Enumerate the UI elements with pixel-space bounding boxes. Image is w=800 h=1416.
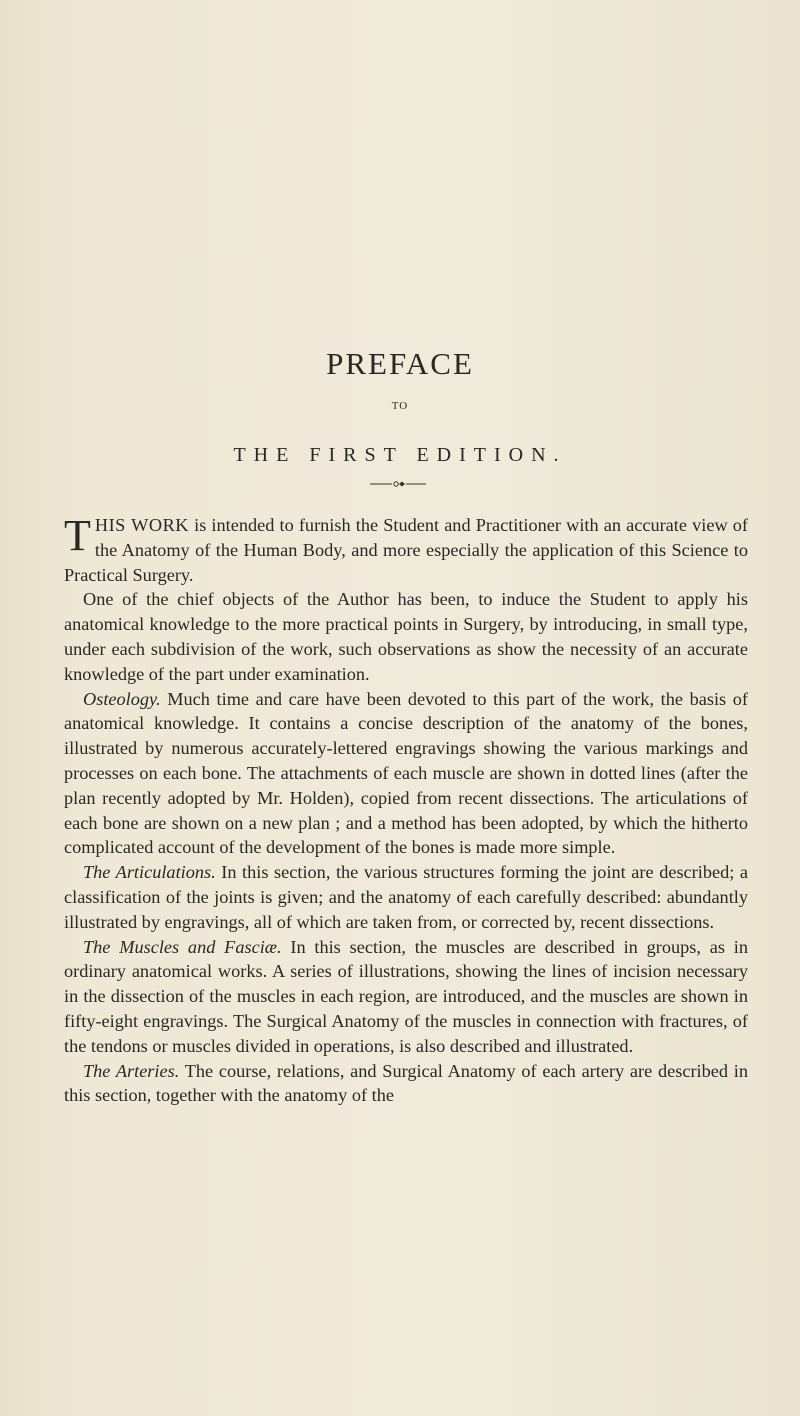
ornament-divider-icon bbox=[368, 480, 428, 488]
drop-cap: T bbox=[64, 511, 91, 560]
opening-caps: HIS WORK bbox=[94, 515, 189, 535]
paragraph-text: In this section, the various structures forming the joint are described; a classification of the joints is given; and the anatomy of each carefully described: abundantly illustrated by engravings, all of which are taken from, or corrected by, recent dissections. bbox=[64, 862, 748, 932]
paragraph-text: One of the chief objects of the Author has been, to induce the Student to apply his anatomical knowledge to the more practical points in Surgery, by introducing, in small type, under each subdivision of the work, such observations as show the necessity of an accurate knowledge of the part under examination. bbox=[64, 589, 748, 684]
section-lead: Osteology. bbox=[83, 688, 161, 709]
paragraph-text: In this section, the muscles are described in groups, as in ordinary anatomical works. A series of illustrations, showing the lines of incision necessary in the dissection of the muscles in each region, are introduced, and the muscles are shown in fifty-eight engravings. The Surgical Anatomy of the muscles in connection with fractures, of the tendons or muscles divided in operations, is also described and illustrated. bbox=[64, 936, 748, 1056]
paragraph-text: Much time and care have been devoted to this part of the work, the basis of anatomical knowledge. It contains a concise description of the anatomy of the bones, illustrated by numerous accurately-lettered engravings showing the various markings and processes on each bone. The attachments of each muscle are shown in dotted lines (after the plan recently adopted by Mr. Holden), copied from recent dissections. The articulations of each bone are shown on a new plan ; and a method has been adopted, by which the hitherto complicated account of the development of the bones is made more simple. bbox=[64, 688, 748, 858]
opening-text: is intended to furnish the Student and Practitioner with an accurate view of the Anatomy of the Human Body, and more especially the application of this Science to Practical Surgery. bbox=[64, 515, 748, 585]
section-lead: The Arteries. bbox=[83, 1060, 180, 1081]
page-title: PREFACE bbox=[326, 346, 474, 381]
section-lead: The Muscles and Fasciæ. bbox=[83, 936, 282, 957]
preface-body bbox=[64, 513, 748, 1108]
page-subtitle: THE FIRST EDITION. bbox=[233, 444, 567, 466]
paragraph-articulations bbox=[64, 860, 748, 934]
paragraph-muscles bbox=[64, 935, 748, 1059]
paragraph-osteology bbox=[64, 687, 748, 861]
section-lead: The Articulations. bbox=[83, 862, 216, 883]
title-connector: TO bbox=[391, 400, 409, 412]
opening-paragraph bbox=[64, 513, 748, 587]
paragraph-text: The course, relations, and Surgical Anatomy of each artery are described in this section, together with the anatomy of the bbox=[64, 1060, 748, 1106]
paragraph-arteries bbox=[64, 1059, 748, 1109]
paragraph-objects bbox=[64, 587, 748, 686]
